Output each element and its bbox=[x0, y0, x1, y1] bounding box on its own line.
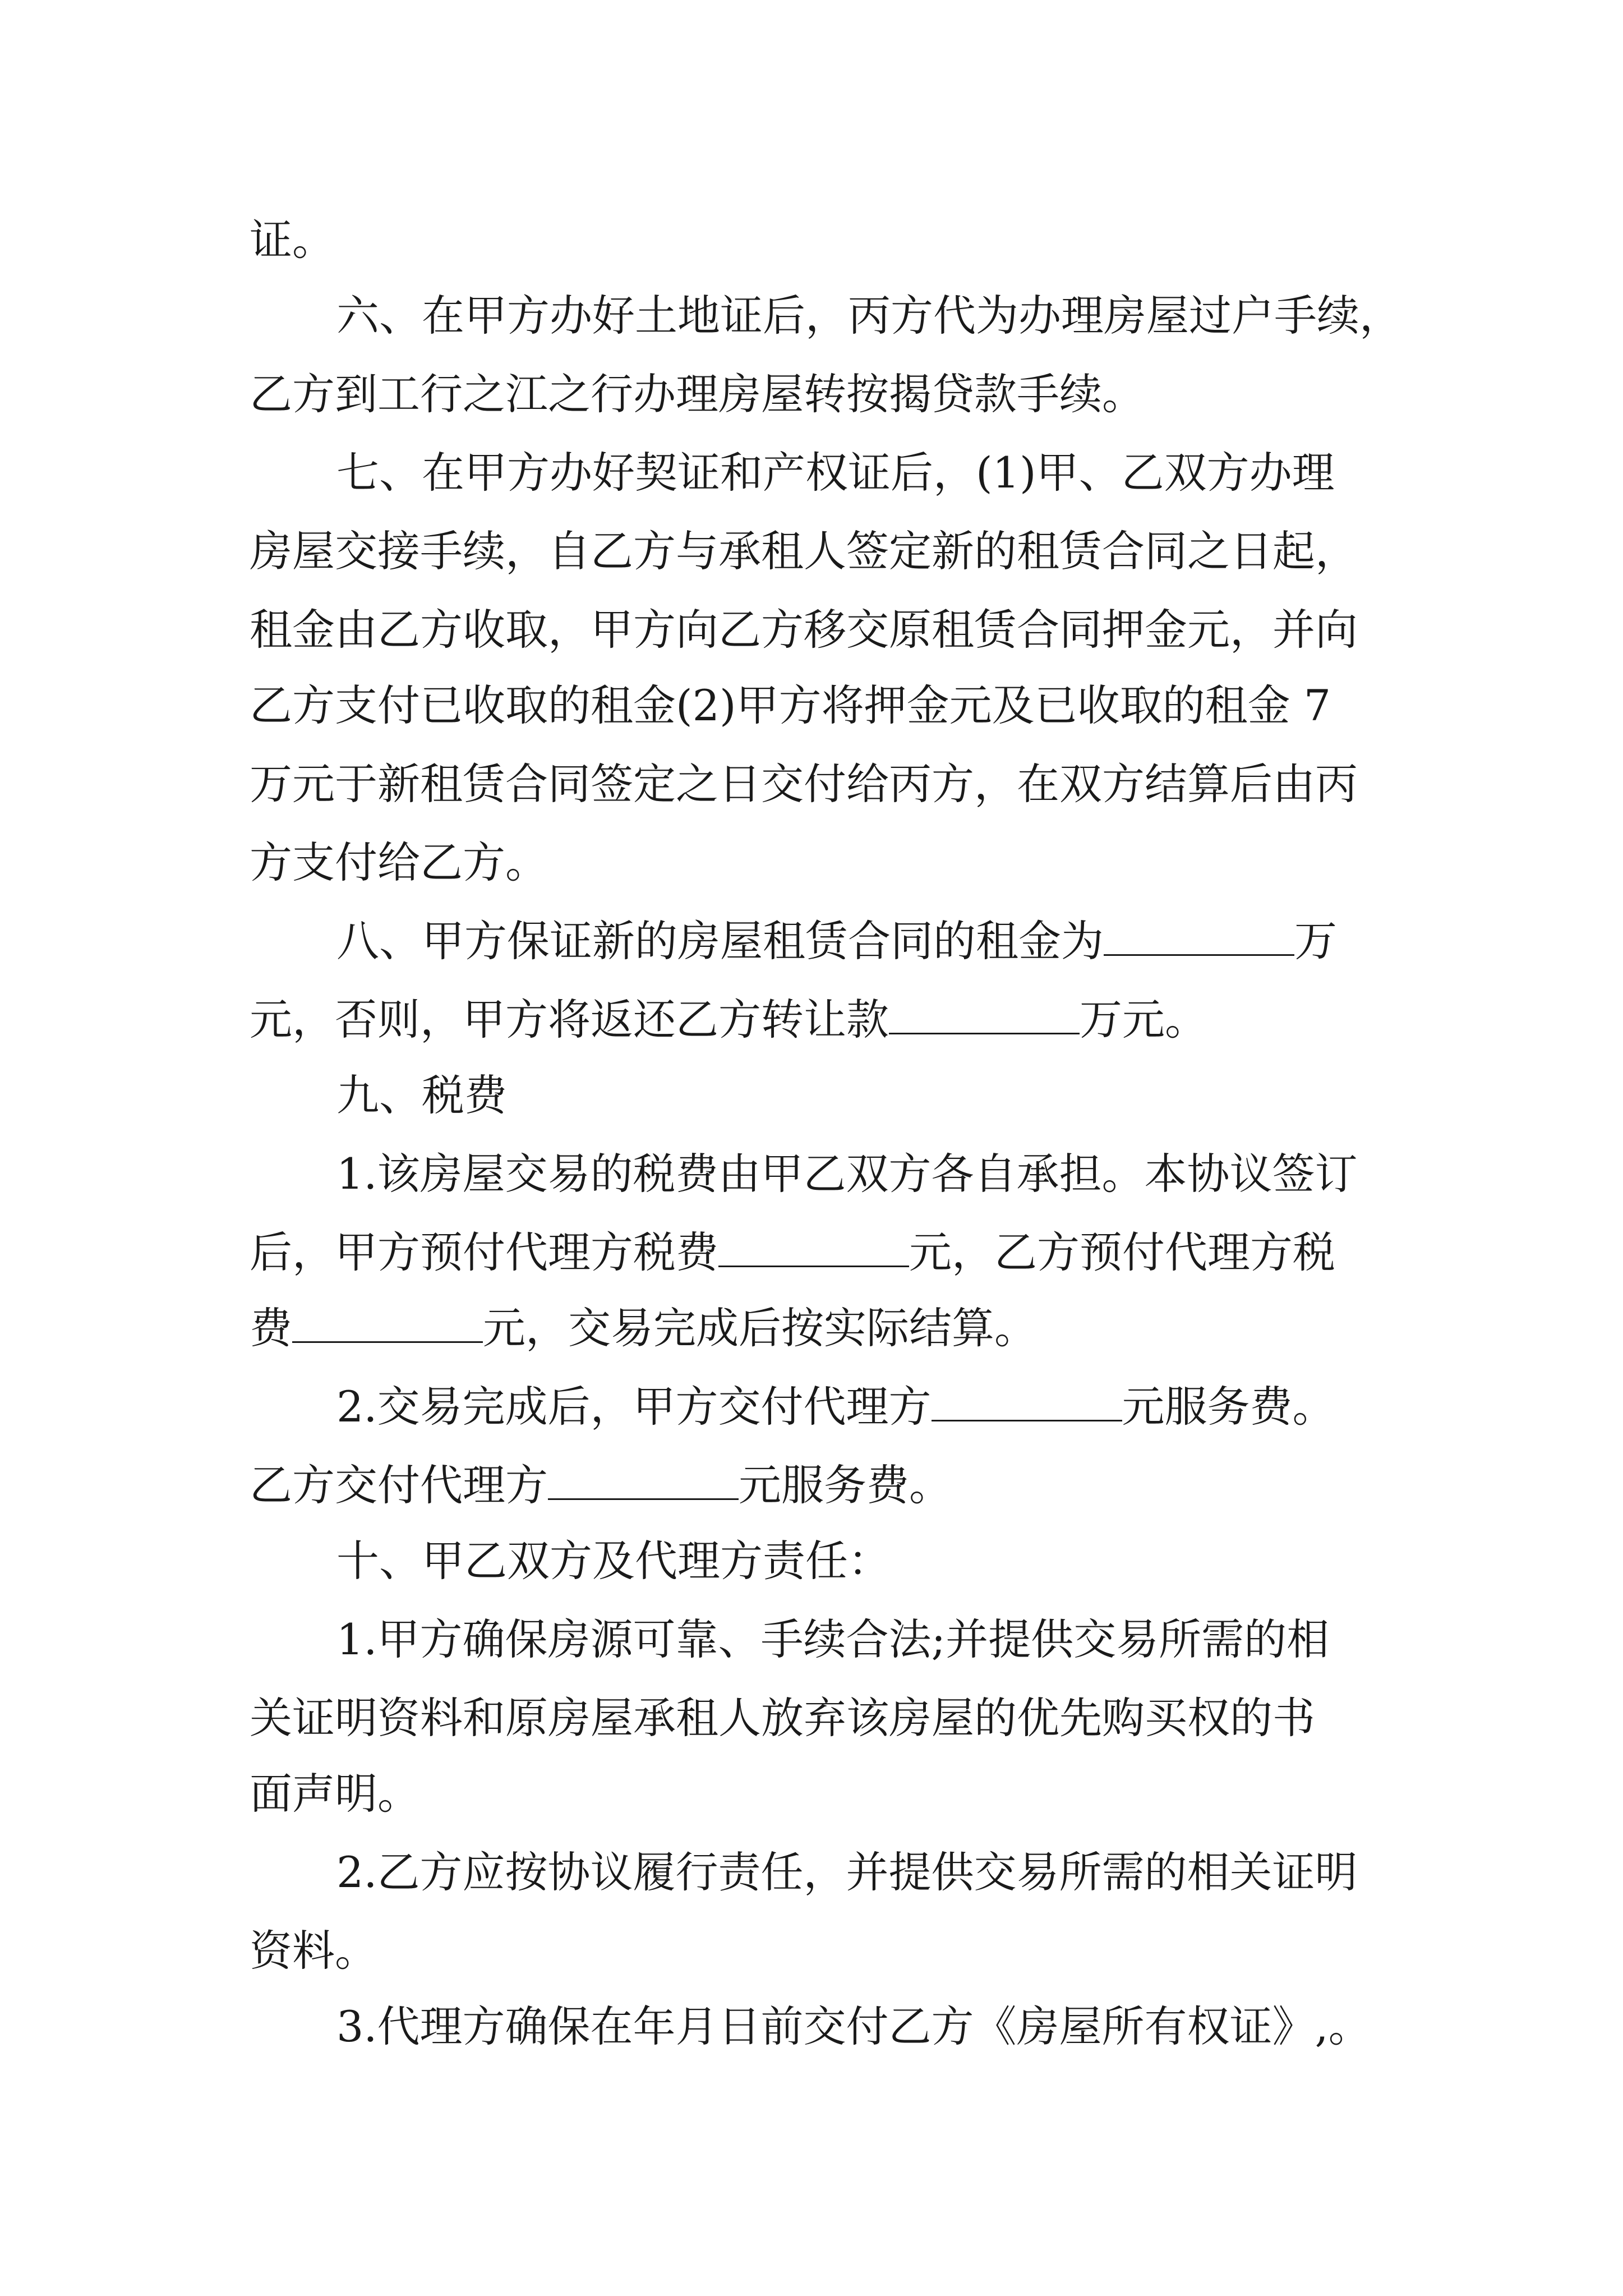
text-line bbox=[250, 1227, 1335, 1277]
text-segment: 万元。 bbox=[1080, 995, 1207, 1045]
text-segment: 元，乙方预付代理方税 bbox=[909, 1227, 1335, 1277]
text-segment: 万 bbox=[1294, 916, 1337, 966]
text-segment: 费 bbox=[250, 1303, 292, 1353]
fill-in-blank bbox=[292, 1308, 483, 1343]
text-line: 房屋交接手续，自乙方与承租人签定新的租赁合同之日起， bbox=[250, 526, 1358, 576]
text-line bbox=[250, 1303, 1037, 1353]
text-line: 乙方支付已收取的租金(2)甲方将押金元及已收取的租金 7 bbox=[250, 680, 1331, 730]
text-line: 万元于新租赁合同签定之日交付给丙方，在双方结算后由丙 bbox=[250, 759, 1358, 809]
text-line: 1.甲方确保房源可靠、手续合法;并提供交易所需的相 bbox=[336, 1614, 1330, 1664]
fill-in-blank bbox=[718, 1232, 909, 1267]
text-segment: 乙方交付代理方 bbox=[250, 1460, 548, 1510]
text-line bbox=[250, 1460, 952, 1510]
fill-in-blank bbox=[889, 999, 1080, 1034]
text-line bbox=[336, 1382, 1335, 1432]
clause-7-line: 七、在甲方办好契证和产权证后，(1)甲、乙双方办理 bbox=[336, 448, 1335, 498]
fill-in-blank bbox=[548, 1465, 739, 1500]
clause-6-line: 六、在甲方办好土地证后，丙方代为办理房屋过户手续， bbox=[336, 291, 1402, 341]
clause-8-line bbox=[336, 916, 1337, 966]
text-line bbox=[250, 995, 1207, 1045]
text-line: 资料。 bbox=[250, 1926, 377, 1976]
text-line: 方支付给乙方。 bbox=[250, 838, 548, 887]
text-segment: 元服务费。 bbox=[739, 1460, 952, 1510]
fill-in-blank bbox=[1104, 921, 1294, 956]
text-line: 2.乙方应按协议履行责任，并提供交易所需的相关证明 bbox=[336, 1847, 1358, 1897]
text-segment: 元服务费。 bbox=[1122, 1382, 1335, 1432]
section-heading-taxes: 九、税费 bbox=[336, 1070, 507, 1120]
text-segment: 元，交易完成后按实际结算。 bbox=[483, 1303, 1037, 1353]
fill-in-blank bbox=[932, 1386, 1122, 1421]
text-line: 3.代理方确保在年月日前交付乙方《房屋所有权证》,。 bbox=[336, 2001, 1371, 2051]
text-line: 关证明资料和原房屋承租人放弃该房屋的优先购买权的书 bbox=[250, 1693, 1315, 1743]
text-segment: 后，甲方预付代理方税费 bbox=[250, 1227, 718, 1277]
text-segment: 元，否则，甲方将返还乙方转让款 bbox=[250, 995, 889, 1045]
text-segment: 八、甲方保证新的房屋租赁合同的租金为 bbox=[336, 916, 1104, 966]
section-heading-responsibilities: 十、甲乙双方及代理方责任： bbox=[336, 1536, 891, 1586]
text-line: 1.该房屋交易的税费由甲乙双方各自承担。本协议签订 bbox=[336, 1149, 1358, 1199]
text-line: 乙方到工行之江之行办理房屋转按揭贷款手续。 bbox=[250, 369, 1145, 419]
text-line: 面声明。 bbox=[250, 1769, 420, 1819]
text-line: 租金由乙方收取，甲方向乙方移交原租赁合同押金元，并向 bbox=[250, 605, 1358, 655]
text-line: 证。 bbox=[250, 215, 335, 265]
text-segment: 2.交易完成后，甲方交付代理方 bbox=[336, 1382, 932, 1432]
